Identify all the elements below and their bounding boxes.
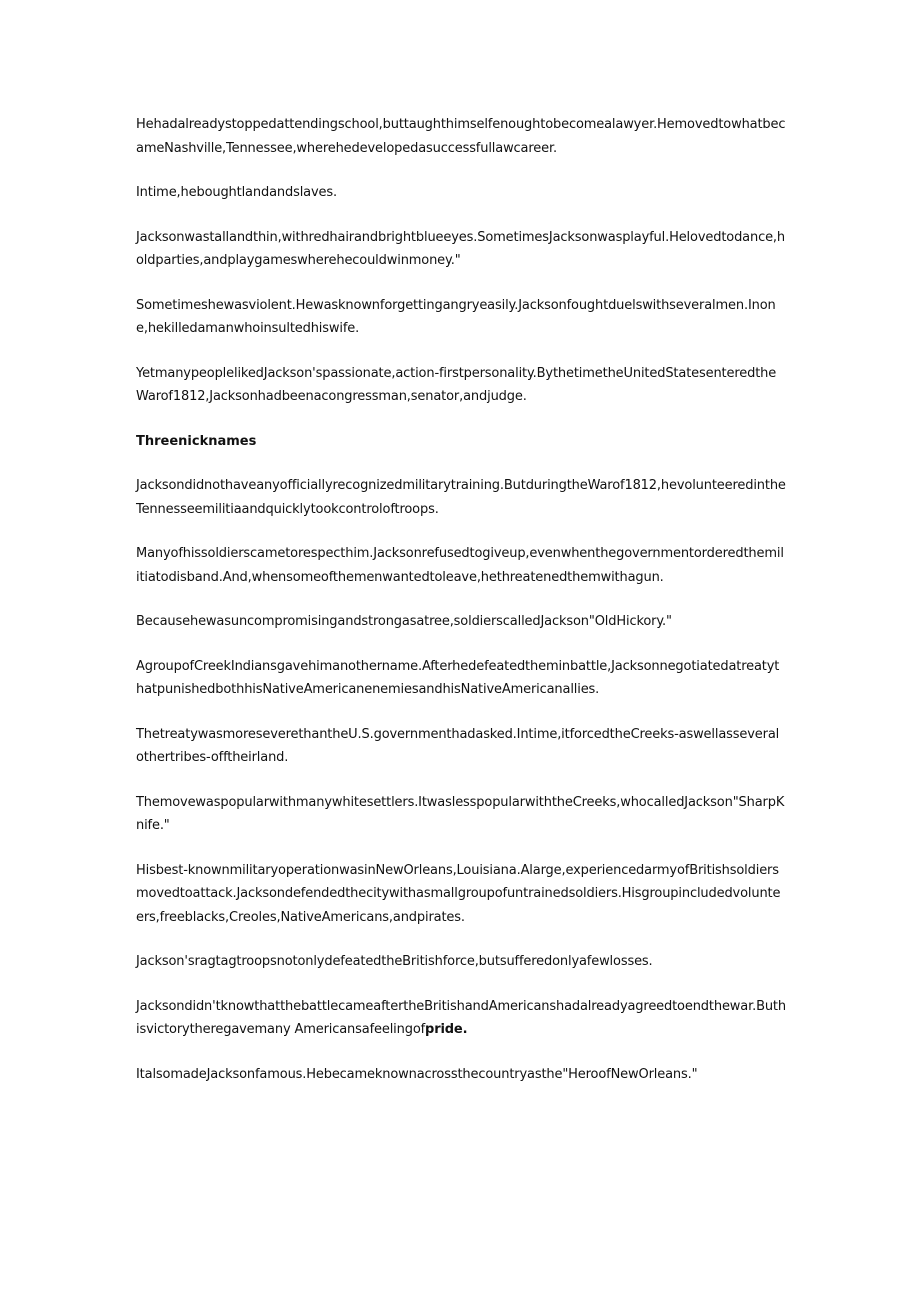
paragraph-appearance: Jacksonwastallandthin,withredhairandbrightblueeyes.SometimesJacksonwasplayful.Helovedtodance,holdparties,andplaygameswherehecouldwinmoney." <box>136 229 785 268</box>
paragraph-sharp-knife: Themovewaspopularwithmanywhitesettlers.ItwaslesspopularwiththeCreeks,whocalledJackson"SharpKnife." <box>136 794 785 833</box>
paragraph-hero: ItalsomadeJacksonfamous.Hebecameknownacrossthecountryasthe"HeroofNewOrleans." <box>136 1066 698 1082</box>
paragraph-pride <box>136 995 786 1042</box>
paragraph-law-career: Hehadalreadystoppedattendingschool,buttaughthimselfenoughtobecomealawyer.HemovedtowhatbecameNashville,Tennessee,wherehedevelopedasuccessfullawcareer. <box>136 117 786 156</box>
paragraph-military-training: Jacksondidnothaveanyofficiallyrecognizedmilitarytraining.ButduringtheWarof1812,hevolunteeredintheTennesseemilitiaandquicklytookcontroloftroops. <box>136 478 786 517</box>
paragraph-violent: Sometimeshewasviolent.Hewasknownforgettingangryeasily.Jacksonfoughtduelswithseveralmen.Inone,hekilledamanwhoinsultedhiswife. <box>136 297 776 336</box>
document-body <box>136 113 786 1107</box>
paragraph-creek-treaty: AgroupofCreekIndiansgavehimanothername.Afterhedefeatedtheminbattle,JacksonnegotiatedatreatythatpunishedbothhisNativeAmericanenemiesandhisNativeAmericanallies. <box>136 658 780 697</box>
section-heading: Threenicknames <box>136 433 257 449</box>
paragraph-treaty-severe: ThetreatywasmoreseverethantheU.S.governmenthadasked.Intime,itforcedtheCreeks-aswellasseveralothertribes-offtheirland. <box>136 726 780 765</box>
paragraph-old-hickory: Becausehewasuncompromisingandstrongasatree,soldierscalledJackson"OldHickory." <box>136 614 672 629</box>
paragraph-new-orleans: Hisbest-knownmilitaryoperationwasinNewOrleans,Louisiana.Alarge,experiencedarmyofBritishsoldiersmovedtoattack.Jacksondefendedthecitywithasmallgroupofuntrainedsoldiers.Hisgroupincludedvolunteers,freeblacks,Creoles,NativeAmericans,andpirates. <box>136 862 781 925</box>
pride-bold: pride. <box>425 1022 468 1037</box>
paragraph-personality: YetmanypeoplelikedJackson'spassionate,action-firstpersonality.BythetimetheUnitedStatesenteredtheWarof1812,Jacksonhadbeenacongressman,senator,andjudge. <box>136 365 777 404</box>
paragraph-soldiers-respect: Manyofhissoldierscametorespecthim.Jacksonrefusedtogiveup,evenwhenthegovernmentorderedthemilitiatodisband.And,whensomeofthemenwantedtoleave,hethreatenedthemwithagun. <box>136 546 784 585</box>
pride-text: Jacksondidn'tknowthatthebattlecameaftertheBritishandAmericanshadalreadyagreedtoendthewar.Buthisvictorytheregavemany Americansafeelingof <box>136 998 786 1037</box>
paragraph-land-slaves: Intime,heboughtlandandslaves. <box>136 185 337 200</box>
paragraph-ragtag-troops: Jackson'sragtagtroopsnotonlydefeatedtheBritishforce,butsufferedonlyafewlosses. <box>136 954 653 969</box>
